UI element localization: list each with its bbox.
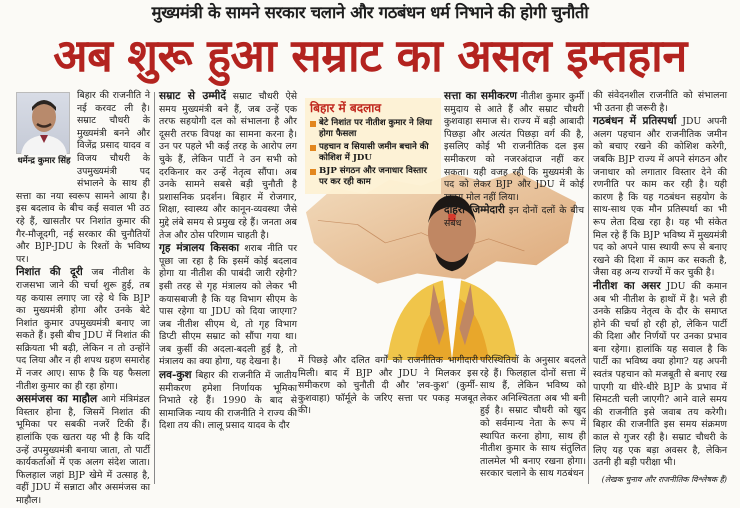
col3b-para: परिस्थितियों के अनुसार बदलते रहे हैं। फिलहाल दोनों सत्ता में साथ हैं, लेकिन भविष्य को लेकर अनिश्चितता अब भी बनी हुई है। सम्राट चौधरी को खुद को सर्वमान्य नेता के रूप में स्थापित करना होगा, साथ ही नीतीश कुमार के साथ संतुलित तालमेल भी बनाए रखना होगा। सरकार चलाने के साथ गठबंधन xyxy=(480,355,586,480)
col1-para-1: जब नीतीश के राजसभा जाने की चर्चा शुरू हुई, तब यह कयास लगाए जा रहे थे कि BJP का मुख्यमंत्री होगा और उनके बेटे निशांत कुमार उपमुख्यमंत्री बनाए जा सकते हैं। इसी बीच JDU में निशांत की सक्रियता भी बढ़ी, लेकिन न तो उन्होंने पद लिया और न ही शपथ ग्रहण समारोह में नजर आए। साफ है कि यह फैसला नीतीश कुमार का ही रहा होगा। xyxy=(16,267,150,392)
summary-item: पहचान व सियासी जमीन बचाने की कोशिश में JDU xyxy=(310,142,436,164)
col2-subhead-2: गृह मंत्रालय किसका xyxy=(159,242,240,255)
col4-para-1: JDU अपनी अलग पहचान और राजनीतिक जमीन को बचाए रखने की कोशिश करेगी, जबकि BJP राज्य में अपने संगठन और जनाधार को लगातार विस्तार देने की रणनीति पर काम कर रही है। यही कारण है कि यह गठबंधन सहयोग के साथ-साथ एक मौन प्रतिस्पर्धा का भी रूप लेता दिख रहा है। यह भी संकेत मिल रहे हैं कि BJP भविष्य में मुख्यमंत्री पद को अपने पास स्थायी रूप से बनाए रखने की दिशा में काम कर सकती है, जैसा वह अन्य राज्यों में कर चुकी है। xyxy=(593,116,727,279)
col1-subhead-1: निशांत की दूरी xyxy=(16,266,83,279)
column-rule xyxy=(154,92,155,484)
article-column-2 xyxy=(159,90,297,485)
author-box xyxy=(16,92,72,180)
col1-subhead-2: असमंजस का माहौल xyxy=(16,393,98,406)
column-rule xyxy=(588,92,589,484)
col2-para-1: सम्राट चौधरी ऐसे समय मुख्यमंत्री बने हैं, जब उन्हें एक तरफ सहयोगी दल को संभालना है और दूसरी तरफ विपक्ष का सामना करना है। उन पर पहले भी कई तरह के आरोप लग चुके हैं, लेकिन पार्टी ने उन सभी को दरकिनार कर उन्हें नेतृत्व सौंपा। अब उनके सामने सबसे बड़ी चुनौती है प्रशासनिक प्रदर्शन। बिहार में रोजगार, शिक्षा, स्वास्थ्य और कानून-व्यवस्था जैसे मुद्दे लंबे समय से प्रमुख रहे हैं। जनता अब तेज और ठोस परिणाम चाहती है। xyxy=(159,91,297,241)
author-note: (लेखक चुनाव और राजनीतिक विश्लेषक हैं) xyxy=(601,474,727,484)
summary-item: बेटे निशांत पर नीतीश कुमार ने लिया होगा फैसला xyxy=(310,118,436,140)
col4-para-2: JDU की कमान अब भी नीतीश के हाथों में है। भले ही उनके सक्रिय नेतृत्व के दौर के समाप्त होने की चर्चा हो रही हो, लेकिन पार्टी की दिशा और निर्णयों पर उनका प्रभाव बना रहेगा। हालांकि यह सवाल है कि पार्टी का भविष्य क्या होगा? यह अपनी स्वतंत्र पहचान को मजबूती से बनाए रख पाएगी या धीरे-धीरे BJP के प्रभाव में सिमटती चली जाएगी? आने वाले समय की राजनीति इसे जवाब तय करेगी। बिहार की राजनीति इस समय संक्रमण काल से गुजर रही है। सम्राट चौधरी के लिए यह एक बड़ा अवसर है, लेकिन उतनी ही बड़ी परीक्षा भी। xyxy=(593,280,727,469)
article-column-1 xyxy=(16,90,150,506)
col2-para-3: बिहार की राजनीति में जातीय समीकरण हमेशा निर्णायक भूमिका निभाते रहे हैं। 1990 के बाद से सामाजिक न्याय की राजनीति ने राज्य की दिशा तय की। लालू प्रसाद यादव के दौर xyxy=(159,370,297,432)
col4-para-0: की संवेदनशील राजनीति को संभालना भी उतना ही जरूरी है। xyxy=(593,90,727,114)
article-bottom-middle xyxy=(298,355,478,483)
article-column-3 xyxy=(444,90,584,255)
article-column-3-continued xyxy=(480,355,586,483)
summary-item: BJP संगठन और जनाधार विस्तार पर कर रही काम xyxy=(310,166,436,188)
summary-box-title: बिहार में बदलाव xyxy=(310,101,382,115)
headline: अब शुरू हुआ सम्राट का असल इम्तहान xyxy=(53,29,687,82)
article-column-4 xyxy=(593,90,727,488)
col1-para-2: आगे मंत्रिमंडल विस्तार होना है, जिसमें निशांत की भूमिका पर सबकी नजरें टिकी हैं। हालांकि एक खतरा यह भी है कि यदि उन्हें उपमुख्यमंत्री बनाया जाता, तो पार्टी कार्यकर्ताओं में एक अलग संदेश जाता। फिलहाल जहां BJP खेमे में उत्साह है, वहीं JDU में सन्नाटा और असमंजस का माहौल। xyxy=(16,394,150,506)
author-name: धर्मेन्द्र कुमार सिंह xyxy=(17,156,71,166)
subheadline: मुख्यमंत्री के सामने सरकार चलाने और गठबंधन धर्म निभाने की होगी चुनौती xyxy=(151,3,589,22)
col1-intro: बिहार की राजनीति ने नई करवट ली है। सम्राट चौधरी के मुख्यमंत्री बनने और विजेंद्र प्रसाद यादव व विजय चौधरी के उपमुख्यमंत्री पद संभालने के साथ ही सत्ता का नया स्वरूप सामने आया है। इस बदलाव के बीच कई सवाल भी उठ रहे हैं, खासतौर पर निशांत कुमार की गैर-मौजूदगी, नई सरकार की चुनौतियों और BJP-JDU के रिश्तों के भविष्य पर। xyxy=(16,90,150,265)
col2-subhead-3: लव-कुश xyxy=(159,369,192,382)
bottom-mid-para: में पिछड़े और दलित वर्गों को राजनीतिक भागीदारी मिली। बाद में BJP और JDU ने मिलकर इस समीकरण को चुनौती दी और 'लव-कुश' (कुर्मी-कुशवाहा) फॉर्मूले के जरिए सत्ता पर पकड़ मजबूत की। xyxy=(298,355,478,417)
col4-subhead-1: गठबंधन में प्रतिस्पर्धा xyxy=(593,115,677,128)
col2-subhead-1: सम्राट से उम्मीदें xyxy=(159,90,226,102)
col3-para-2: इन दोनों दलों के बीच संबंध xyxy=(444,205,584,229)
col3-para-1: नीतीश कुमार कुर्मी समुदाय से आते हैं और सम्राट चौधरी कुशवाहा समाज से। राज्य में बड़ी आबादी पिछड़ा और अत्यंत पिछड़ा वर्ग की है, इसलिए कोई भी राजनीतिक दल इस समीकरण को नजरअंदाज नहीं कर सकता। यही वजह रही कि मुख्यमंत्री के पद को लेकर BJP और JDU में कोई खतरा मोल नहीं लिया। xyxy=(444,91,584,203)
col3-subhead-2: दोहरी जिम्मेदारी xyxy=(444,204,505,217)
col2-para-2: शराब नीति पर पूछा जा रहा है कि इसमें कोई बदलाव होगा या नीतीश की पाबंदी जारी रहेगी? इसी तरह से गृह मंत्रालय को लेकर भी कयासबाजी है कि यह विभाग सीएम के पास रहेगा या JDU को दिया जाएगा? जब नीतीश सीएम थे, तो गृह विभाग डिप्टी सीएम सम्राट को सौंपा गया था। जब कुर्सी की अदला-बदली हुई है, तो मंत्रालय का क्या होगा, यह देखना है। xyxy=(159,243,298,368)
col4-subhead-2: नीतीश का असर xyxy=(593,279,661,292)
col3-subhead-1: सत्ता का समीकरण xyxy=(444,90,517,102)
summary-list xyxy=(310,118,436,188)
summary-box xyxy=(305,98,441,194)
author-photo xyxy=(16,92,70,154)
